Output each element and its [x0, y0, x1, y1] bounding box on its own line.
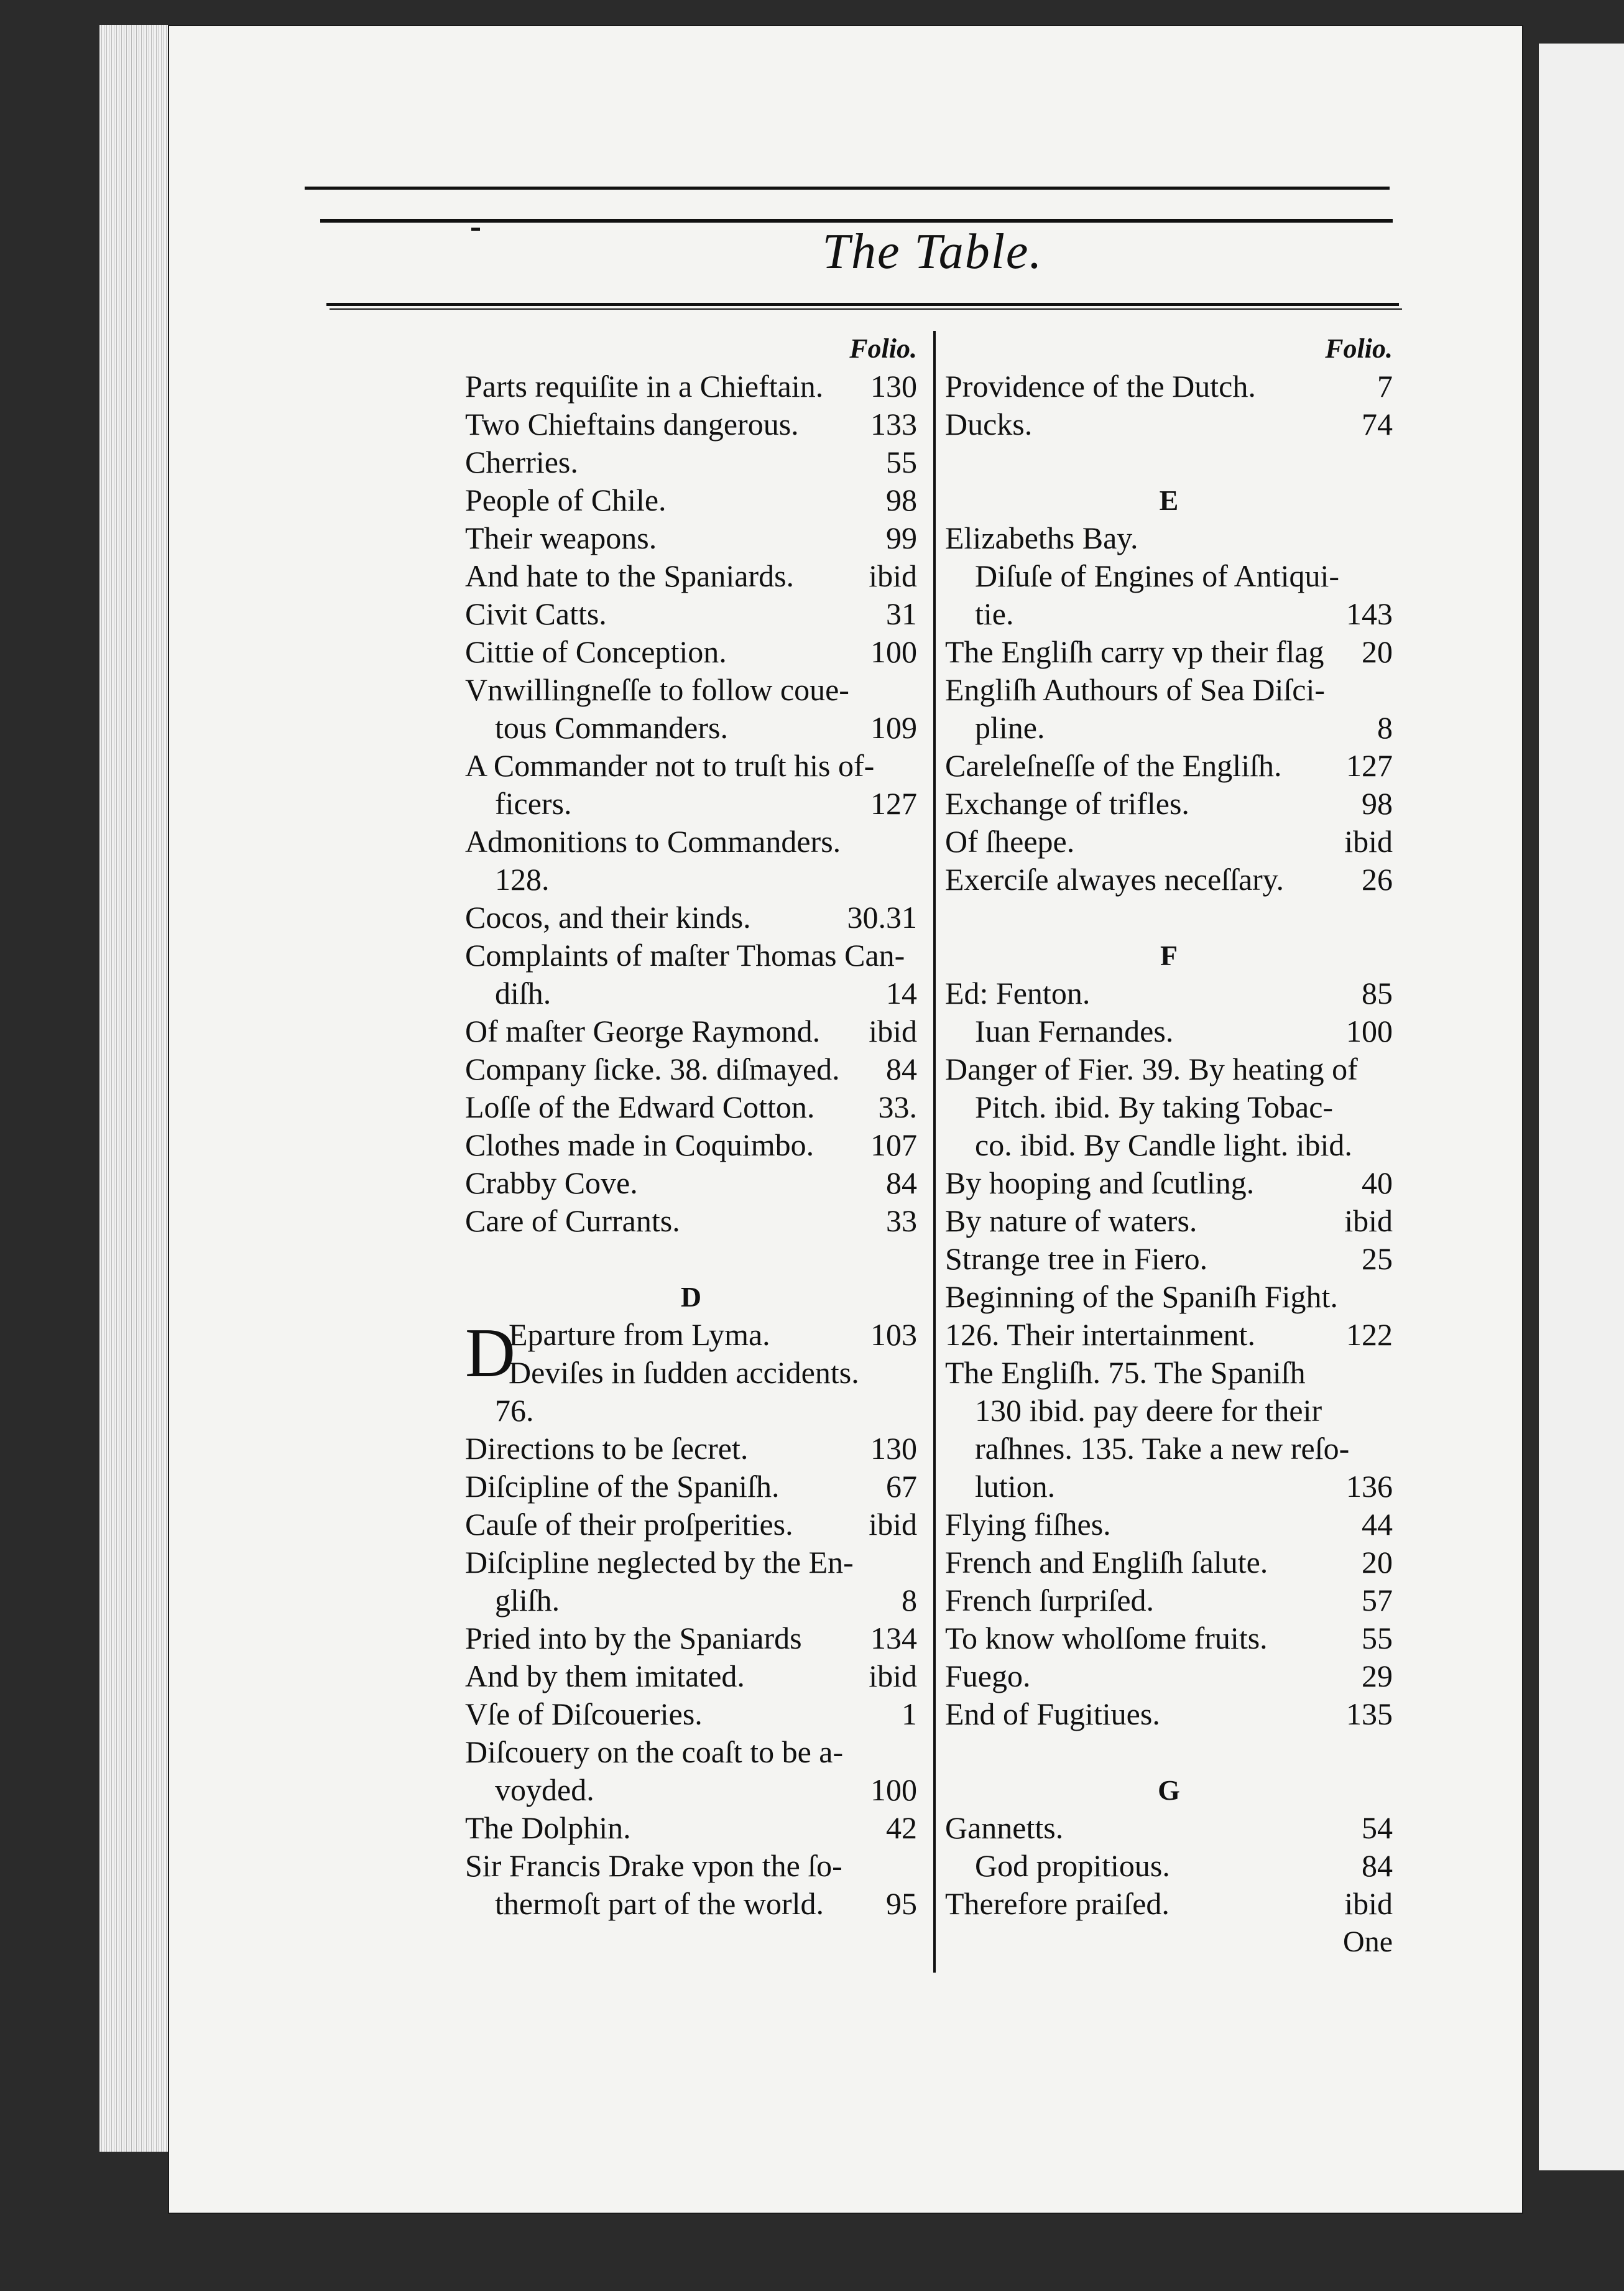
index-entry: Diſcipline of the Spaniſh. 67 [465, 1469, 917, 1504]
index-entry: Danger of Fier. 39. By heating of [945, 1052, 1358, 1086]
facing-page-edge [1539, 44, 1624, 2170]
index-entry: Loſſe of the Edward Cotton. 33. [465, 1090, 917, 1124]
index-entry: Therefore praiſed. ibid [945, 1886, 1393, 1921]
index-entry: Sir Francis Drake vpon the ſo- [465, 1848, 842, 1883]
index-entry: Directions to be ſecret. 130 [465, 1431, 917, 1466]
index-entry-continued: Diſuſe of Engines of Antiqui- [975, 558, 1340, 593]
index-entry: Cauſe of their proſperities. ibid [465, 1507, 917, 1542]
index-entry-continued: ficers. 127 [495, 786, 917, 821]
index-entry: Gannetts. 54 [945, 1810, 1393, 1845]
index-entry-continued: voyded. 100 [495, 1772, 917, 1807]
section-d [465, 1316, 917, 1923]
index-entry: Providence of the Dutch. 7 [945, 369, 1393, 404]
index-entry: Their weapons. 99 [465, 521, 917, 555]
index-entry: To know wholſome fruits. 55 [945, 1621, 1393, 1655]
section-gap [465, 1240, 917, 1278]
index-entry: Of maſter George Raymond. ibid [465, 1014, 917, 1048]
index-entry: End of Fugitiues. 135 [945, 1696, 1393, 1731]
section-gap [945, 899, 1393, 937]
page-edges [99, 25, 174, 2152]
index-entry: Complaints of maſter Thomas Can- [465, 938, 905, 973]
printer-mark [471, 228, 480, 231]
section-letter-d: D [680, 1281, 702, 1313]
index-entry: Flying fiſhes. 44 [945, 1507, 1393, 1542]
folio-header: Folio. [849, 333, 917, 364]
section-letter-f: F [1160, 940, 1178, 971]
index-entry: Cittie of Conception. 100 [465, 634, 917, 669]
index-entry: Engliſh Authours of Sea Diſci- [945, 672, 1326, 707]
index-entry: Beginning of the Spaniſh Fight. [945, 1279, 1338, 1314]
section-letter-e: E [1159, 484, 1179, 516]
index-entry: And by them imitated. ibid [465, 1659, 917, 1693]
index-entry-continued: lution. 136 [975, 1469, 1393, 1504]
index-entry: Deviſes in ſudden accidents. [509, 1355, 859, 1390]
index-entry: Civit Catts. 31 [465, 596, 917, 631]
index-entry: French ſurpriſed. 57 [945, 1583, 1393, 1618]
column-divider [933, 331, 936, 1973]
index-entry: Exchange of trifles. 98 [945, 786, 1393, 821]
catchword: One [1343, 1925, 1393, 1958]
index-entry: Strange tree in Fiero. 25 [945, 1241, 1393, 1276]
index-entry-continued: Pitch. ibid. By taking Tobac- [975, 1090, 1334, 1124]
index-entry: People of Chile. 98 [465, 483, 917, 517]
right-column [945, 330, 1393, 1996]
index-entry: 126. Their intertainment. 122 [945, 1317, 1393, 1352]
index-entry: Crabby Cove. 84 [465, 1165, 917, 1200]
index-entry-continued: co. ibid. By Candle light. ibid. [975, 1127, 1352, 1162]
section-gap [945, 1733, 1393, 1771]
index-entry-continued: gliſh. 8 [495, 1583, 917, 1618]
index-entry: Clothes made in Coquimbo. 107 [465, 1127, 917, 1162]
index-entry: Vnwillingneſſe to follow coue- [465, 672, 849, 707]
index-entry-continued: tous Commanders. 109 [495, 710, 917, 745]
index-entry: By nature of waters. ibid [945, 1203, 1393, 1238]
index-entry: Care of Currants. 33 [465, 1203, 917, 1238]
index-entry: Exerciſe alwayes neceſſary. 26 [945, 862, 1393, 897]
index-entry: Ducks. 74 [945, 407, 1393, 442]
index-entry: By hooping and ſcutling. 40 [945, 1165, 1393, 1200]
index-entry: Admonitions to Commanders. [465, 824, 841, 859]
index-entry: Parts requiſite in a Chieftain. 130 [465, 369, 917, 404]
index-entry: A Commander not to truſt his of- [465, 748, 875, 783]
index-entry: Cocos, and their kinds. 30.31 [465, 900, 917, 935]
index-entry: French and Engliſh ſalute. 20 [945, 1545, 1393, 1580]
index-entry: Eparture from Lyma. 103 [509, 1317, 917, 1352]
index-entry-continued: 130 ibid. pay deere for their [975, 1393, 1322, 1428]
index-entry-continued: raſhnes. 135. Take a new reſo- [975, 1431, 1350, 1466]
index-entry: Of ſheepe. ibid [945, 824, 1393, 859]
drop-initial-d: D [465, 1315, 515, 1392]
index-entry: Diſcouery on the coaſt to be a- [465, 1734, 844, 1769]
left-column [465, 330, 917, 1996]
index-entry: Two Chieftains dangerous. 133 [465, 407, 917, 442]
index-entry: Ed: Fenton. 85 [945, 976, 1393, 1011]
index-entry: The Engliſh carry vp their flag 20 [945, 634, 1393, 669]
index-entry: Elizabeths Bay. [945, 521, 1138, 555]
index-entry-continued: tie. 143 [975, 596, 1393, 631]
index-entry-continued: pline. 8 [975, 710, 1393, 745]
top-rule [305, 187, 1390, 190]
title-rule [326, 303, 1399, 306]
index-entry-continued: 76. [495, 1393, 534, 1428]
index-entry: Fuego. 29 [945, 1659, 1393, 1693]
index-entry: The Dolphin. 42 [465, 1810, 917, 1845]
index-entry: And hate to the Spaniards. ibid [465, 558, 917, 593]
index-entry: Diſcipline neglected by the En- [465, 1545, 854, 1580]
section-letter-g: G [1158, 1774, 1180, 1806]
page-title: The Table. [822, 224, 1043, 279]
folio-header: Folio. [1325, 333, 1393, 364]
index-entry-continued: diſh. 14 [495, 976, 917, 1011]
index-entry: Vſe of Diſcoueries. 1 [465, 1696, 917, 1731]
index-entry: The Engliſh. 75. The Spaniſh [945, 1355, 1306, 1390]
index-entry: Cherries. 55 [465, 445, 917, 479]
index-entry-continued: thermoſt part of the world. 95 [495, 1886, 917, 1921]
index-entry: Careleſneſſe of the Engliſh. 127 [945, 748, 1393, 783]
index-entry: Pried into by the Spaniards 134 [465, 1621, 917, 1655]
index-entry: Company ſicke. 38. diſmayed. 84 [465, 1052, 917, 1086]
title-rule-thin [330, 308, 1402, 310]
index-entry-continued: God propitious. 84 [975, 1848, 1393, 1883]
index-entry-continued: 128. [495, 862, 550, 897]
section-gap [945, 443, 1393, 481]
index-entry-continued: Iuan Fernandes. 100 [975, 1014, 1393, 1048]
